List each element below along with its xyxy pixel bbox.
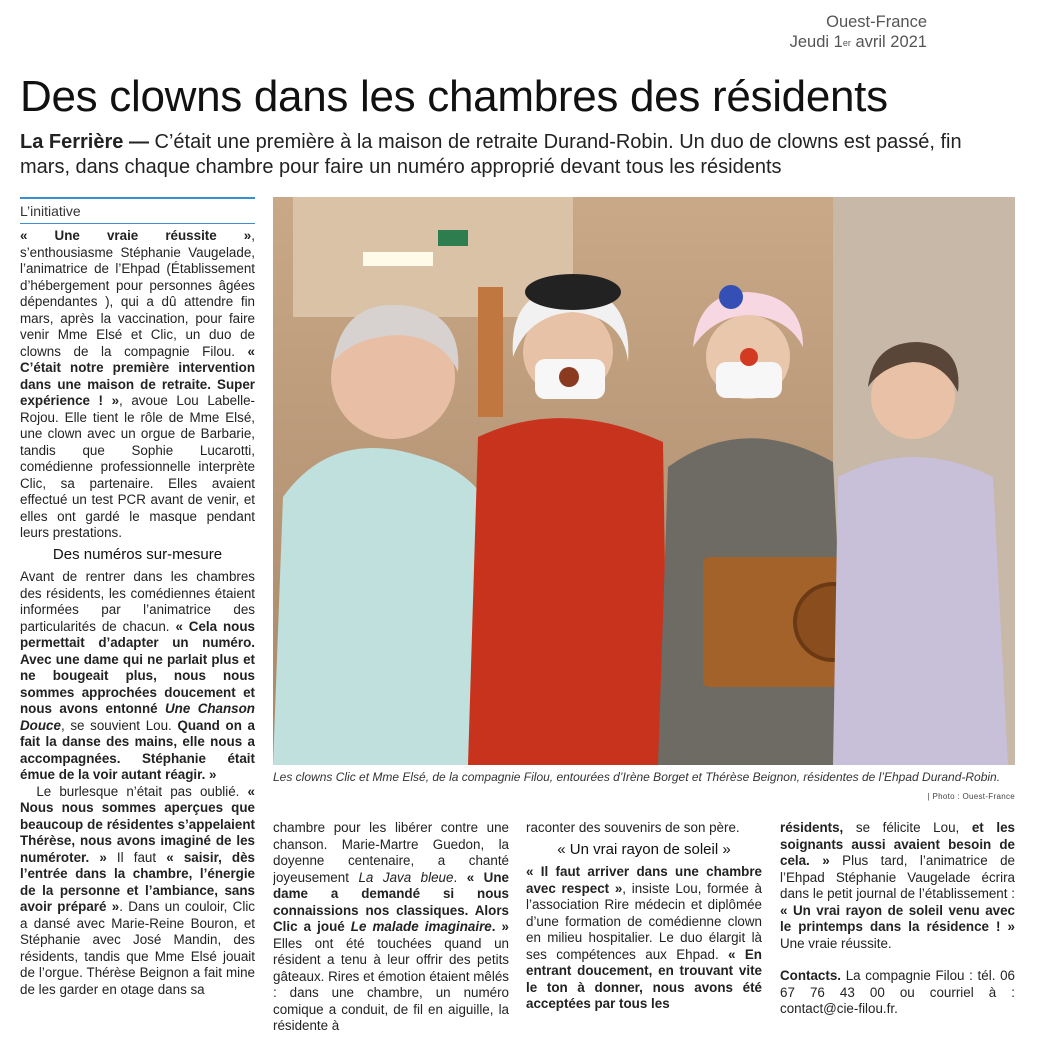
- publication-date: Jeudi 1er avril 2021: [789, 33, 927, 51]
- clown-else-nose: [740, 348, 758, 366]
- clown-clic-nose: [559, 367, 579, 387]
- article-paragraph: Avant de rentrer dans les chambres des résidents, les comédiennes étaient informées par l’animatrice des particularités de chacun. « Cela nous permettait d’adapter un numéro. Avec une dame qui ne parlait plus et ne bougeait plus, nous nous sommes approchées doucement et nous avons entonné Une Chanson Douce, se souvient Lou. Quand on a fait la danse des mains, elle nous a accompagnées. Stéphanie était émue de la voir autant réagir. »: [20, 569, 255, 782]
- lead-paragraph: La Ferrière — C’était une première à la maison de retraite Durand-Robin. Un duo de clowns est passé, fin mars, dans chaque chambre pour faire un numéro approprié devant tous les résidents: [20, 131, 962, 178]
- article-column-3: [526, 820, 762, 1050]
- subheading: Des numéros sur-mesure: [52, 545, 223, 563]
- article-paragraph: « Il faut arriver dans une chambre avec respect », insiste Lou, formée à l’association Rire médecin et diplômée d’une formation de comédienne clown en milieu hospitalier. Le duo élargit là ses compétences aux Ehpad. « En entrant doucement, en trouvant vite le ton à donner, nous avons été acceptées par tous les: [526, 864, 762, 1011]
- resident-right: [833, 457, 1008, 765]
- headline: Des clowns dans les chambres des résidents: [20, 72, 888, 121]
- dateline-place: La Ferrière —: [20, 131, 149, 153]
- article-column-2: [273, 820, 509, 1050]
- photo-illustration: [273, 197, 1015, 765]
- photo-credit: | Photo : Ouest-France: [927, 792, 1015, 801]
- subheading: « Un vrai rayon de soleil »: [557, 840, 731, 858]
- article-paragraph: chambre pour les libérer contre une chanson. Marie-Martre Guedon, la doyenne centenaire, a chanté joyeusement La Java bleue. « Une dame a demandé si nous connaissions nos classiques. Alors Clic a joué Le malade imaginaire. » Elles ont été touchées quand un résident a tenu à leur offrir des petits gâteaux. Rires et émotion étaient mêlés : dans une chambre, un numéro comique a conduit, de fil en aiguille, la résidente à: [273, 820, 509, 1033]
- masthead: [790, 12, 927, 52]
- ceiling-light: [363, 252, 433, 266]
- article-column-1: [20, 228, 255, 1048]
- article-paragraph: « Une vraie réussite », s’enthousiasme Stéphanie Vaugelade, l’animatrice de l’Ehpad (Établissement d’hébergement pour personnes âgées dépendantes ), qui a dû attendre fin mars, après la vaccination, pour faire venir Mme Elsé et Clic, un duo de clowns de la compagnie Filou. « C’était notre première intervention dans une maison de retraite. Super expérience ! », avoue Lou Labelle-Rojou. Elle tient le rôle de Mme Elsé, une clown avec un orgue de Barbarie, tandis que Sophie Lucarotti, comédienne professionnelle interprète Clic, sa partenaire. Elles avaient effectué un test PCR avant de venir, et elles ont gardé le masque pendant leurs prestations.: [20, 228, 255, 540]
- article-paragraph: raconter des souvenirs de son père.: [526, 820, 740, 835]
- contacts-paragraph: Contacts. La compagnie Filou : tél. 06 67 76 43 00 ou courriel à : contact@cie-filou.fr.: [780, 968, 1015, 1016]
- clown-clic-body: [468, 418, 668, 765]
- clown-clic-hat: [525, 274, 621, 310]
- clown-else-mask: [716, 362, 782, 398]
- clown-else-bow: [719, 285, 743, 309]
- door-frame: [478, 287, 503, 417]
- article-paragraph: résidents, se félicite Lou, et les soignants aussi avaient besoin de cela. » Plus tard, l’animatrice de l’Ehpad Stéphanie Vaugelade écrira dans le petit journal de l’établissement : « Un vrai rayon de soleil venu avec le printemps dans la résidence ! » Une vraie réussite.: [780, 820, 1015, 951]
- exit-sign: [438, 230, 468, 246]
- rubric-label: L’initiative: [20, 197, 255, 224]
- newspaper-name: Ouest-France: [826, 13, 927, 31]
- photo-caption: Les clowns Clic et Mme Elsé, de la compagnie Filou, entourées d’Irène Borget et Thérèse Beignon, résidentes de l’Ehpad Durand-Robin.: [273, 770, 1001, 784]
- article-paragraph: Le burlesque n’était pas oublié. « Nous nous sommes aperçues que beaucoup de résidentes s’appelaient Thérèse, nous avons imaginé de les numéroter. » Il faut « saisir, dès l’entrée dans la chambre, l’énergie de la personne et l’ambiance, sans avoir préparé ». Dans un couloir, Clic a dansé avec Marie-Reine Bouron, et Stéphanie avec José Mandin, des résidents, tandis que Mme Elsé jouait de l’orgue. Thérèse Beignon a fait mine de les garder en otage dans sa: [20, 783, 255, 997]
- article-column-4: [780, 820, 1015, 1050]
- article-photo: [273, 197, 1015, 765]
